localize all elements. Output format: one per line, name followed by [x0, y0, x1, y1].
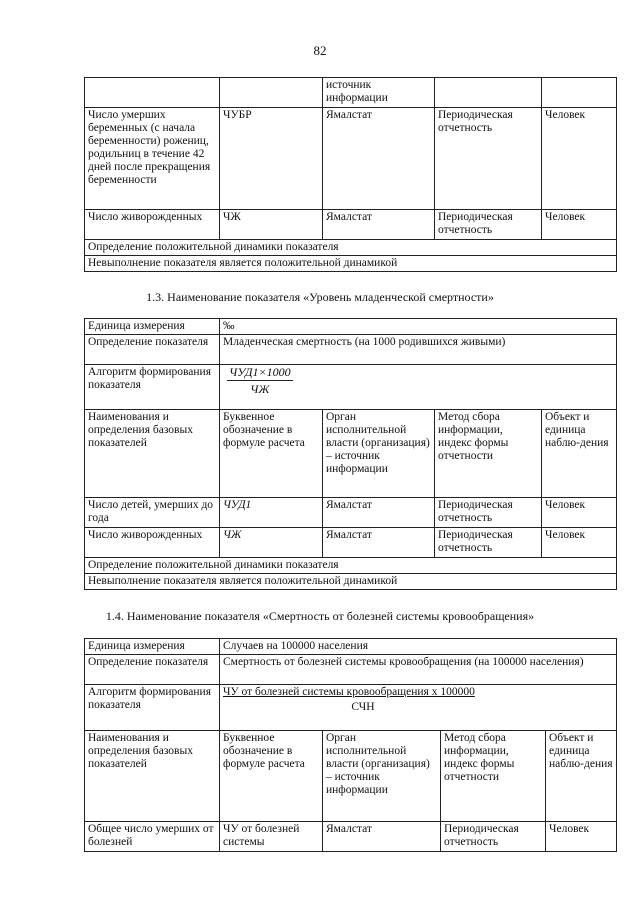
- table-cell: Периодическая отчетность: [435, 528, 542, 558]
- table-cell: Периодическая отчетность: [435, 108, 542, 210]
- formula-cell: [220, 685, 617, 731]
- table-value-cell: Младенческая смертность (на 1000 родившихся живыми): [220, 335, 617, 365]
- table-cell: Человек: [542, 108, 617, 210]
- table-label-cell: Единица измерения: [85, 319, 220, 335]
- table-header-cell: Наименования и определения базовых показателей: [85, 410, 220, 498]
- table-footer-cell: Невыполнение показателя является положительной динамикой: [85, 256, 617, 272]
- table-value-cell: Случаев на 100000 населения: [220, 639, 617, 655]
- table-row: [85, 639, 617, 655]
- table-cell: Человек: [542, 498, 617, 528]
- table-header-cell: Буквенное обозначение в формуле расчета: [220, 410, 323, 498]
- table-row: [85, 528, 617, 558]
- formula-cell: [220, 365, 617, 410]
- table-cell: Человек: [542, 528, 617, 558]
- table-row: [85, 108, 617, 210]
- table-header-cell: Наименования и определения базовых показателей: [85, 731, 220, 822]
- table-value-cell: Смертность от болезней системы кровообращения (на 100000 населения): [220, 655, 617, 685]
- table-cell: Периодическая отчетность: [435, 498, 542, 528]
- table-cell: Число умерших беременных (с начала беременности) рожениц, родильниц в течение 42 дней после прекращения беременности: [85, 108, 220, 210]
- table-footer-cell: Невыполнение показателя является положительной динамикой: [85, 574, 617, 590]
- page-number: 82: [313, 43, 327, 58]
- table-cell: Число детей, умерших до года: [85, 498, 220, 528]
- table-row: [85, 410, 617, 498]
- table-cell: Ямалстат: [323, 822, 441, 852]
- formula-denominator: СЧН: [351, 701, 375, 713]
- table-cell: [85, 78, 220, 108]
- table-cell: Периодическая отчетность: [441, 822, 546, 852]
- table-row: [85, 498, 617, 528]
- table-row: [85, 256, 617, 272]
- table-circulatory-mortality: [84, 638, 617, 852]
- table-row: [85, 240, 617, 256]
- table-cell: Человек: [546, 822, 617, 852]
- table-row: [85, 731, 617, 822]
- table-cell: Периодическая отчетность: [435, 210, 542, 240]
- table-cell: ЧЖ: [220, 210, 323, 240]
- table-row: [85, 319, 617, 335]
- table-cell: Человек: [542, 210, 617, 240]
- table-row: [85, 78, 617, 108]
- table-label-cell: Единица измерения: [85, 639, 220, 655]
- table-row: [85, 822, 617, 852]
- table-cell: Общее число умерших от болезней: [85, 822, 220, 852]
- formula-denominator: ЧЖ: [250, 382, 270, 396]
- table-row: [85, 365, 617, 410]
- table-header-cell: Буквенное обозначение в формуле расчета: [220, 731, 323, 822]
- table-cell: ЧУ от болезней системы: [220, 822, 323, 852]
- table-cell: Число живорожденных: [85, 528, 220, 558]
- table-cell: [542, 78, 617, 108]
- table-value-cell: ‰: [220, 319, 617, 335]
- table-row: [85, 335, 617, 365]
- table-cell: Ямалстат: [323, 210, 435, 240]
- section-heading-1-4: 1.4. Наименование показателя «Смертность от болезней системы кровообращения»: [105, 609, 535, 623]
- table-footer-cell: Определение положительной динамики показателя: [85, 558, 617, 574]
- table-cell: Ямалстат: [323, 528, 435, 558]
- table-row: [85, 574, 617, 590]
- table-cell: Число живорожденных: [85, 210, 220, 240]
- formula-fraction: [227, 366, 293, 396]
- table-label-cell: Определение показателя: [85, 655, 220, 685]
- section-heading-1-3: 1.3. Наименование показателя «Уровень младенческой смертности»: [146, 290, 494, 304]
- table-header-cell: Объект и единица наблю-дения: [546, 731, 617, 822]
- table-label-cell: Алгоритм формирования показателя: [85, 365, 220, 410]
- table-infant-mortality: [84, 318, 617, 590]
- table-row: [85, 210, 617, 240]
- table-header-cell: Метод сбора информации, индекс формы отчетности: [441, 731, 546, 822]
- table-cell: ЧУБР: [220, 108, 323, 210]
- formula-numerator: ЧУ от болезней системы кровообращения х 100000: [223, 686, 475, 698]
- formula-fraction: [223, 686, 503, 714]
- table-row: [85, 685, 617, 731]
- table-cell: Ямалстат: [323, 498, 435, 528]
- table-label-cell: Алгоритм формирования показателя: [85, 685, 220, 731]
- table-label-cell: Определение показателя: [85, 335, 220, 365]
- formula-numerator: ЧУД1×1000: [229, 365, 291, 379]
- table-footer-cell: Определение положительной динамики показателя: [85, 240, 617, 256]
- table-cell: источник информации: [323, 78, 435, 108]
- table-maternal-mortality-continuation: [84, 77, 617, 272]
- table-cell: Ямалстат: [323, 108, 435, 210]
- table-cell: [220, 78, 323, 108]
- table-cell: ЧУД1: [220, 498, 323, 528]
- table-row: [85, 558, 617, 574]
- table-row: [85, 655, 617, 685]
- table-cell: ЧЖ: [220, 528, 323, 558]
- table-header-cell: Орган исполнительной власти (организация) – источник информации: [323, 410, 435, 498]
- table-header-cell: Объект и единица наблю-дения: [542, 410, 617, 498]
- table-cell: [435, 78, 542, 108]
- table-header-cell: Метод сбора информации, индекс формы отчетности: [435, 410, 542, 498]
- table-header-cell: Орган исполнительной власти (организация) – источник информации: [323, 731, 441, 822]
